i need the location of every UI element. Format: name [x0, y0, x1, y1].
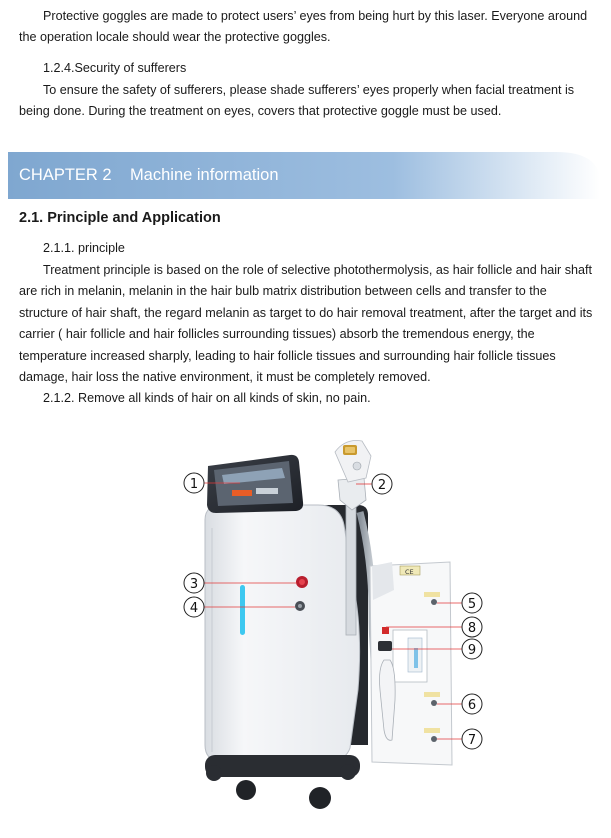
callout-2-label: 2 — [377, 478, 387, 493]
wheel-icon — [309, 787, 331, 809]
sufferers-paragraph: To ensure the safety of sufferers, please shade sufferers’ eyes properly when facial treatment is being done. During the treatment on eyes, covers that protective goggle must be used. — [19, 83, 575, 119]
blue-light-strip — [240, 585, 245, 635]
water-overflow-icon — [431, 736, 437, 742]
wheel-icon — [206, 765, 222, 781]
callout-4-label: 4 — [189, 601, 199, 616]
water-drain-icon — [431, 700, 437, 706]
callout-1-label: 1 — [189, 477, 199, 492]
power-socket-icon — [378, 641, 392, 651]
callout-5-label: 5 — [467, 597, 477, 612]
callout-8-label: 8 — [467, 621, 477, 636]
principle-paragraph: Treatment principle is based on the role of selective photothermolysis, as hair follicle and hair shaft are rich in melanin, melanin in the hair bulb matrix distribution between cells and transfer to the structure of hair shaft, the regard melanin as target to do hair removal treatment, after the target and its carrier ( hair follicle and hair follicles surrounding tissues) absorb the tremendous energy, the temperature increased sharply, leading to hair follicle tissues and surrounding hair follicle tissues damage, hair loss the native environment, it must be completely removed. — [19, 263, 593, 385]
water-inlet-icon — [431, 599, 437, 605]
handpiece-holder-pole — [346, 495, 356, 635]
wheel-icon — [236, 780, 256, 800]
subheading-remove-hair: 2.1.2. Remove all kinds of hair on all kinds of skin, no pain. — [43, 391, 371, 405]
callout-7-label: 7 — [467, 733, 477, 748]
ce-mark: CE — [405, 568, 414, 576]
callout-3-label: 3 — [189, 577, 199, 592]
subheading-principle: 2.1.1. principle — [43, 241, 125, 255]
goggles-paragraph: Protective goggles are made to protect users’ eyes from being hurt by this laser. Everyone around the operation locale should wear the protective goggles. — [19, 9, 588, 45]
callout-6-label: 6 — [467, 698, 477, 713]
power-switch-icon — [382, 627, 389, 634]
machine-body — [205, 505, 360, 762]
machine-base — [205, 755, 360, 777]
machine-figure — [175, 430, 495, 820]
chapter-title: CHAPTER 2 Machine information — [19, 166, 279, 184]
subheading-security-of-sufferers: 1.2.4.Security of sufferers — [43, 61, 187, 75]
wheel-icon — [340, 764, 356, 780]
callout-9-label: 9 — [467, 643, 477, 658]
touch-screen — [207, 455, 303, 513]
laser-handpiece — [335, 440, 371, 482]
section-heading: 2.1. Principle and Application — [19, 210, 221, 226]
